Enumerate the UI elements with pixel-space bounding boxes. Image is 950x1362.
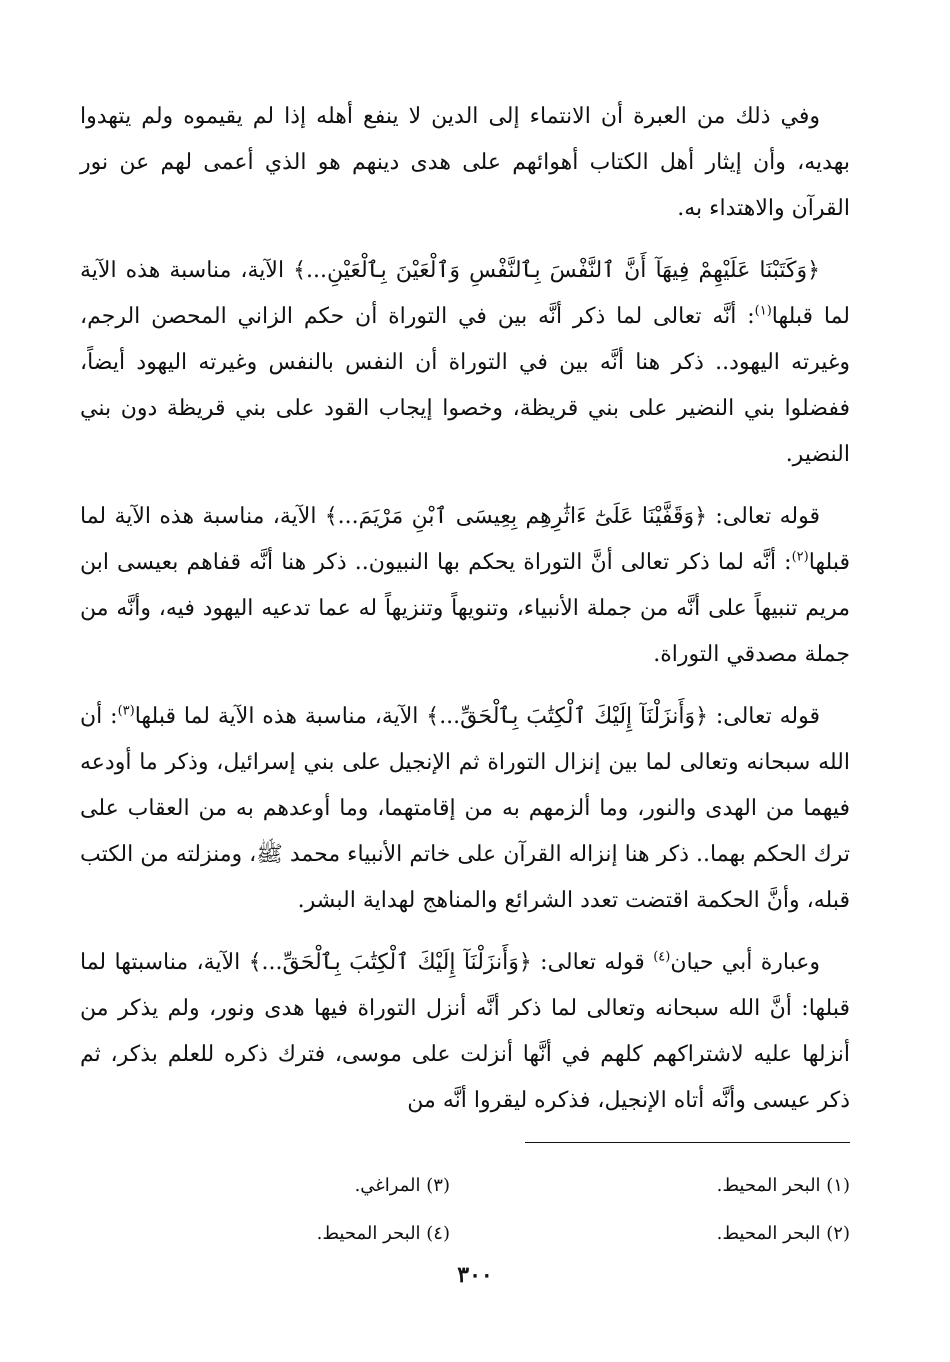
paragraph-1-text: وفي ذلك من العبرة أن الانتماء إلى الدين لا ينفع أهله إذا لم يقيموه ولم يتهدوا بهديه، وأن إيثار أهل الكتاب أهوائهم على هدى دينهم هو الذي أعمى لهم عن نور القرآن والاهتداء به. bbox=[80, 104, 850, 221]
footnote-4: (٤) البحر المحيط. bbox=[316, 1223, 450, 1244]
footnote-ref-4: (٤) bbox=[653, 949, 671, 965]
paragraph-4-lead: قوله تعالى: bbox=[707, 704, 821, 729]
footnote-ref-1: (١) bbox=[754, 303, 772, 319]
verse-quote: ﴿وَأَنزَلْنَآ إِلَيْكَ ٱلْكِتَٰبَ بِٱلْحَقِّ...﴾ bbox=[248, 950, 532, 975]
verse-quote: ﴿وَكَتَبْنَا عَلَيْهِمْ فِيهَآ أَنَّ ٱلنَّفْسَ بِٱلنَّفْسِ وَٱلْعَيْنَ بِٱلْعَيْنِ...﴾ bbox=[293, 258, 820, 283]
paragraph-5-text: الآية، مناسبتها لما قبلها: أنَّ الله سبحانه وتعالى لما ذكر أنَّه أنزل التوراة فيها هدى ونور، ولم يذكر من أنزلها عليه لاشتراكهم كلهم في أنَّها أنزلت على موسى، فترك ذكره للعلم بذكر، ثم ذكر عيسى وأنَّه أتاه الإنجيل، فذكره ليقروا أنَّه من bbox=[80, 950, 850, 1113]
paragraph-2 bbox=[80, 248, 850, 478]
body-text bbox=[80, 94, 850, 1140]
paragraph-5 bbox=[80, 940, 850, 1124]
paragraph-2-text-a: الآية، مناسبة هذه الآية لما قبلها bbox=[80, 258, 850, 329]
footnote-1: (١) البحر المحيط. bbox=[716, 1175, 850, 1196]
footnote-3: (٣) المراغي. bbox=[354, 1175, 450, 1196]
page-number: ٣٠٠ bbox=[457, 1262, 493, 1288]
paragraph-5-lead-2: قوله تعالى: bbox=[531, 950, 654, 975]
paragraph-3 bbox=[80, 494, 850, 678]
paragraph-3-text-a: الآية، مناسبة هذه الآية لما قبلها bbox=[80, 504, 850, 575]
paragraph-2-text-b: : أنَّه تعالى لما ذكر أنَّه بين في التوراة أن حكم الزاني المحصن الرجم، وغيرته اليهود.. ذكر هنا أنَّه بين في التوراة أن النفس بالنفس وغيرته اليهود أيضاً، ففضلوا بني النضير على بني قريظة، وخصوا إيجاب القود على بني قريظة دون بني النضير. bbox=[80, 304, 850, 467]
footnote-ref-3: (٣) bbox=[117, 703, 135, 719]
footnote-ref-2: (٢) bbox=[791, 549, 809, 565]
footnote-2: (٢) البحر المحيط. bbox=[716, 1223, 850, 1244]
verse-quote: ﴿وَأَنزَلْنَآ إِلَيْكَ ٱلْكِتَٰبَ بِٱلْحَقِّ...﴾ bbox=[426, 704, 708, 729]
paragraph-4 bbox=[80, 694, 850, 924]
verse-quote: ﴿وَقَفَّيْنَا عَلَىٰٓ ءَاثَٰرِهِم بِعِيسَى ٱبْنِ مَرْيَمَ...﴾ bbox=[324, 504, 708, 529]
paragraph-4-text-b: : أن الله سبحانه وتعالى لما بين إنزال التوراة ثم الإنجيل على بني إسرائيل، وذكر ما أودعه فيهما من الهدى والنور، وما ألزمهم به من إقامتهما، وما أوعدهم به من العقاب على ترك الحكم بهما.. ذكر هنا إنزاله القرآن على خاتم الأنبياء محمد ﷺ، ومنزلته من الكتب قبله، وأنَّ الحكمة اقتضت تعدد الشرائع والمناهج لهداية البشر. bbox=[80, 704, 850, 913]
paragraph-3-lead: قوله تعالى: bbox=[707, 504, 820, 529]
paragraph-3-text-b: : أنَّه لما ذكر تعالى أنَّ التوراة يحكم بها النبيون.. ذكر هنا أنَّه قفاهم بعيسى ابن مريم تنبيهاً على أنَّه من جملة الأنبياء، وتنويهاً وتنزيهاً له عما تدعيه اليهود فيه، وأنَّه من جملة مصدقي التوراة. bbox=[80, 550, 850, 667]
paragraph-5-lead: وعبارة أبي حيان bbox=[670, 950, 820, 975]
paragraph-4-text-a: الآية، مناسبة هذه الآية لما قبلها bbox=[134, 704, 427, 729]
footnote-separator bbox=[525, 1142, 850, 1143]
paragraph-1 bbox=[80, 94, 850, 232]
